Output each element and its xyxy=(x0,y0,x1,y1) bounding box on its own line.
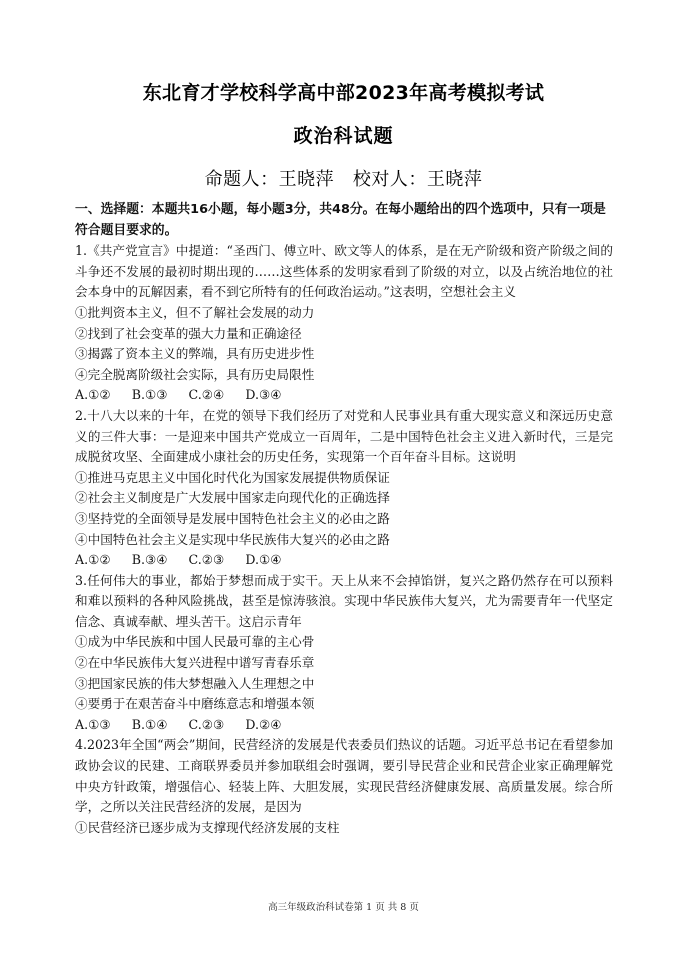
answer-choices: A.①② B.③④ C.②③ D.①④ xyxy=(75,552,282,568)
statement-option: ③坚持党的全面领导是发展中国特色社会主义的必由之路 xyxy=(75,510,390,526)
statement-option: ②找到了社会变革的强大力量和正确途径 xyxy=(75,325,302,341)
section-heading: 一、选择题：本题共16小题，每小题3分，共48分。在每小题给出的四个选项中，只有一项是符合题目要求的。 xyxy=(75,202,606,238)
statement-option: ②在中华民族伟大复兴进程中谱写青春乐章 xyxy=(75,655,315,671)
statement-option: ①民营经济已逐步成为支撑现代经济发展的支柱 xyxy=(75,819,340,835)
answer-choices: A.①② B.①③ C.②④ D.③④ xyxy=(75,387,282,403)
statement-option: ②社会主义制度是广大发展中国家走向现代化的正确选择 xyxy=(75,490,390,506)
statement-option: ④中国特色社会主义是实现中华民族伟大复兴的必由之路 xyxy=(75,531,390,547)
answer-choices: A.①③ B.①④ C.②③ D.②④ xyxy=(75,716,282,732)
question-3 xyxy=(75,571,613,736)
question-2 xyxy=(75,406,613,571)
statement-option: ④要勇于在艰苦奋斗中磨练意志和增强本领 xyxy=(75,696,315,712)
question-1 xyxy=(75,241,613,406)
authors-line: 命题人：王晓萍 校对人：王晓萍 xyxy=(204,169,483,190)
exam-content xyxy=(75,200,613,838)
question-stem: 3.任何伟大的事业，都始于梦想而成于实干。天上从来不会掉馅饼，复兴之路仍然存在可以预料和难以预料的各种风险挑战，甚至是惊涛骇浪。实现中华民族伟大复兴，尤为需要青年一代坚定信念、真诚奉献、埋头苦干。这启示青年 xyxy=(75,572,613,629)
statement-option: ③把国家民族的伟大梦想融入人生理想之中 xyxy=(75,675,315,691)
statement-option: ①推进马克思主义中国化时代化为国家发展提供物质保证 xyxy=(75,469,390,485)
statement-option: ④完全脱离阶级社会实际，具有历史局限性 xyxy=(75,366,315,382)
question-stem: 4.2023年全国“两会”期间，民营经济的发展是代表委员们热议的话题。习近平总书记在看望参加政协会议的民建、工商联界委员并参加联组会时强调，要引导民营企业和民营企业家正确理解党中央方针政策，增强信心、轻装上阵、大胆发展，实现民营经济健康发展、高质量发展。综合所学，之所以关注民营经济的发展，是因为 xyxy=(75,737,613,815)
page-footer: 高三年级政治科试卷第 1 页 共 8 页 xyxy=(268,902,419,913)
statement-option: ①批判资本主义，但不了解社会发展的动力 xyxy=(75,304,315,320)
question-stem: 1.《共产党宣言》中提道：“圣西门、傅立叶、欧文等人的体系，是在无产阶级和资产阶级之间的斗争还不发展的最初时期出现的……这些体系的发明家看到了阶级的对立，以及占统治地位的社会本身中的瓦解因素，看不到它所特有的任何政治运动。”这表明，空想社会主义 xyxy=(75,243,613,300)
subject-title: 政治科试题 xyxy=(293,125,394,147)
statement-option: ③揭露了资本主义的弊端，具有历史进步性 xyxy=(75,346,315,362)
question-4 xyxy=(75,735,613,838)
statement-option: ①成为中华民族和中国人民最可靠的主心骨 xyxy=(75,634,315,650)
exam-title: 东北育才学校科学高中部2023年高考模拟考试 xyxy=(142,82,545,104)
question-stem: 2.十八大以来的十年，在党的领导下我们经历了对党和人民事业具有重大现实意义和深远历史意义的三件大事：一是迎来中国共产党成立一百周年，二是中国特色社会主义进入新时代，三是完成脱贫攻坚、全面建成小康社会的历史任务，实现第一个百年奋斗目标。这说明 xyxy=(75,407,613,465)
